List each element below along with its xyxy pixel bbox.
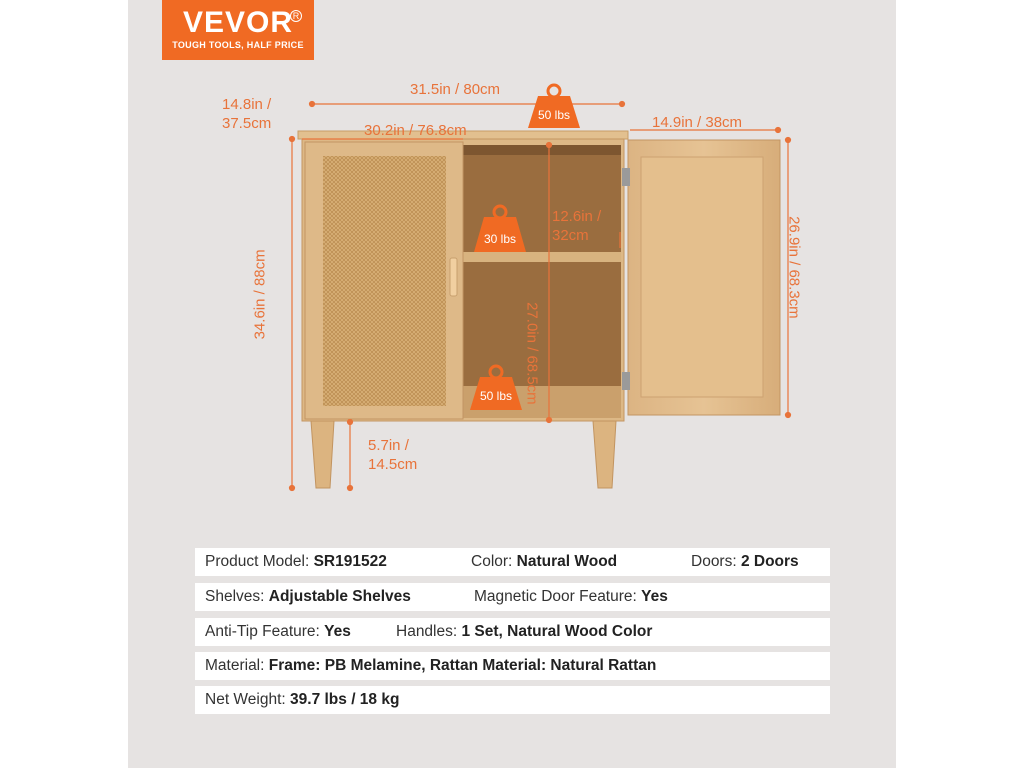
spec-weight — [205, 691, 399, 709]
spec-magnetic-value: Yes — [641, 588, 668, 605]
spec-weight-label: Net Weight: — [205, 691, 286, 708]
dim-leg-height — [368, 437, 417, 475]
spec-doors-value: 2 Doors — [740, 553, 799, 570]
cabinet-legs — [311, 421, 616, 488]
weight-icon-top — [528, 85, 580, 128]
spec-handles — [396, 623, 652, 641]
dim-door-height: 26.9in / 68.3cm — [785, 216, 803, 319]
dim-depth-line1: 14.8in / — [222, 96, 272, 113]
spec-shelves-label: Shelves: — [205, 588, 265, 605]
spec-color-label: Color: — [471, 553, 513, 570]
spec-model — [205, 553, 387, 571]
spec-color — [471, 553, 617, 571]
spec-material-label: Material: — [205, 657, 265, 674]
spec-row-3 — [195, 618, 830, 646]
spec-model-label: Product Model: — [205, 553, 310, 570]
spec-shelves — [205, 588, 411, 606]
spec-color-value: Natural Wood — [516, 553, 618, 570]
door-handle — [450, 258, 457, 296]
spec-handles-label: Handles: — [396, 623, 458, 640]
dim-total-height: 34.6in / 88cm — [251, 249, 269, 340]
spec-row-5 — [195, 686, 830, 714]
spec-doors — [691, 553, 799, 571]
logo-tagline: TOUGH TOOLS, HALF PRICE — [172, 40, 304, 50]
spec-row-1 — [195, 548, 830, 576]
dim-inner-width: 30.2in / 76.8cm — [364, 122, 467, 139]
spec-handles-value: 1 Set, Natural Wood Color — [461, 623, 653, 640]
registered-mark: R — [290, 10, 302, 22]
weight-label-shelf: 30 lbs — [483, 232, 517, 246]
dim-leg-height-line2: 14.5cm — [368, 455, 418, 473]
spec-row-4 — [195, 652, 830, 680]
spec-model-value: SR191522 — [313, 553, 387, 570]
dim-depth — [222, 96, 271, 134]
spec-antitip-value: Yes — [324, 623, 351, 640]
spec-material — [205, 657, 656, 675]
right-open-door — [622, 140, 780, 415]
dim-leg-height-line1: 5.7in / — [368, 437, 409, 454]
weight-label-top: 50 lbs — [537, 108, 571, 122]
spec-magnetic-label: Magnetic Door Feature: — [474, 588, 637, 605]
spec-doors-label: Doors: — [691, 553, 737, 570]
shelf — [463, 252, 621, 262]
spec-magnetic — [474, 588, 668, 606]
dim-overall-width: 31.5in / 80cm — [410, 81, 501, 98]
logo-wordmark: VEVOR — [182, 6, 294, 39]
spec-shelves-value: Adjustable Shelves — [268, 588, 411, 605]
dim-depth-line2: 37.5cm — [222, 114, 272, 132]
spec-weight-value: 39.7 lbs / 18 kg — [290, 691, 400, 708]
spec-material-value: Frame: PB Melamine, Rattan Material: Natural Rattan — [268, 657, 657, 674]
spec-antitip-label: Anti-Tip Feature: — [205, 623, 320, 640]
dim-inner-height: 27.0in / 68.5cm — [523, 302, 541, 405]
spec-antitip — [205, 623, 351, 641]
dim-shelf-gap — [552, 208, 601, 246]
weight-label-bottom: 50 lbs — [479, 389, 513, 403]
dim-door-width: 14.9in / 38cm — [652, 114, 743, 131]
left-rattan-door — [305, 142, 463, 419]
spec-row-2 — [195, 583, 830, 611]
dim-shelf-gap-line1: 12.6in / — [552, 208, 602, 225]
dim-shelf-gap-line2: 32cm — [552, 226, 589, 244]
